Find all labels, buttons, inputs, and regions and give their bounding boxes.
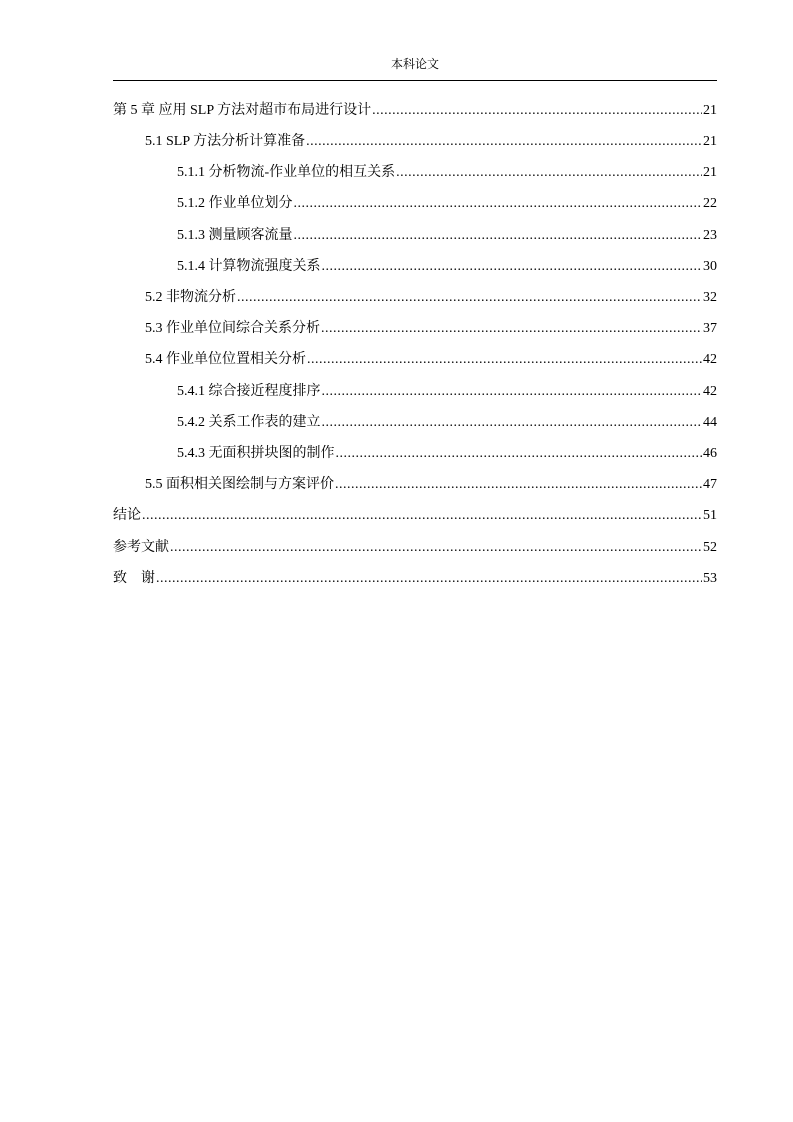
toc-entry-page: 37 — [703, 321, 717, 336]
toc-entry-5-1-1[interactable] — [177, 163, 717, 183]
toc-entry-page: 53 — [703, 571, 717, 586]
toc-entry-title: 5.1 SLP 方法分析计算准备 — [145, 134, 306, 149]
page-header: 本科论文 — [390, 57, 439, 71]
toc-entry-title: 5.1.4 计算物流强度关系 — [177, 259, 321, 274]
toc-entry-5-2[interactable] — [145, 288, 717, 308]
toc-entry-page: 21 — [703, 103, 717, 118]
toc-entry-title: 5.4 作业单位位置相关分析 — [145, 352, 306, 367]
toc-entry-page: 30 — [703, 259, 717, 274]
toc-dot-leader — [321, 319, 702, 339]
toc-entry-title: 5.4.1 综合接近程度排序 — [177, 384, 321, 399]
toc-entry-5-1-3[interactable] — [177, 226, 717, 246]
toc-dot-leader — [396, 163, 702, 183]
toc-entry-page: 46 — [703, 446, 717, 461]
toc-dot-leader — [142, 506, 702, 526]
toc-entry-references[interactable] — [113, 538, 717, 558]
toc-entry-page: 32 — [703, 290, 717, 305]
toc-dot-leader — [335, 475, 702, 495]
toc-dot-leader — [372, 101, 702, 121]
toc-entry-5-5[interactable] — [145, 475, 717, 495]
toc-entry-acknowledgements[interactable] — [113, 569, 717, 589]
header-rule — [113, 80, 717, 81]
toc-entry-page: 21 — [703, 165, 717, 180]
toc-entry-5-1-2[interactable] — [177, 194, 717, 214]
toc-entry-conclusion[interactable] — [113, 506, 717, 526]
toc-entry-title: 5.4.2 关系工作表的建立 — [177, 415, 321, 430]
toc-entry-page: 22 — [703, 196, 717, 211]
toc-dot-leader — [306, 132, 702, 152]
toc-dot-leader — [170, 538, 702, 558]
toc-dot-leader — [237, 288, 702, 308]
toc-dot-leader — [322, 382, 703, 402]
toc-entry-title: 第 5 章 应用 SLP 方法对超市布局进行设计 — [113, 103, 372, 118]
toc-entry-5-4[interactable] — [145, 350, 717, 370]
toc-dot-leader — [322, 413, 703, 433]
toc-entry-title: 参考文献 — [113, 540, 169, 555]
toc-dot-leader — [322, 257, 703, 277]
toc-entry-page: 42 — [703, 384, 717, 399]
toc-entry-title: 5.4.3 无面积拼块图的制作 — [177, 446, 335, 461]
toc-entry-5-4-3[interactable] — [177, 444, 717, 464]
toc-entry-5-4-1[interactable] — [177, 382, 717, 402]
toc-entry-page: 21 — [703, 134, 717, 149]
toc-entry-page: 44 — [703, 415, 717, 430]
toc-entry-title: 5.2 非物流分析 — [145, 290, 236, 305]
toc-entry-title: 5.3 作业单位间综合关系分析 — [145, 321, 320, 336]
toc-entry-page: 52 — [703, 540, 717, 555]
toc-entry-page: 47 — [703, 477, 717, 492]
toc-dot-leader — [336, 444, 703, 464]
toc-entry-5-1[interactable] — [145, 132, 717, 152]
toc-entry-5-4-2[interactable] — [177, 413, 717, 433]
toc-entry-5-3[interactable] — [145, 319, 717, 339]
toc-entry-title: 5.1.1 分析物流-作业单位的相互关系 — [177, 165, 396, 180]
toc-entry-title: 5.1.3 测量顾客流量 — [177, 228, 293, 243]
toc-entry-chapter-5[interactable] — [113, 101, 717, 121]
toc-dot-leader — [307, 350, 702, 370]
toc-entry-title: 5.1.2 作业单位划分 — [177, 196, 293, 211]
toc-entry-title: 结论 — [113, 508, 141, 523]
toc-entry-page: 23 — [703, 228, 717, 243]
toc-dot-leader — [156, 569, 702, 589]
toc-entry-title: 致 谢 — [113, 571, 155, 586]
toc-entry-5-1-4[interactable] — [177, 257, 717, 277]
toc-entry-page: 51 — [703, 508, 717, 523]
toc-entry-page: 42 — [703, 352, 717, 367]
toc-dot-leader — [294, 194, 703, 214]
toc-dot-leader — [294, 226, 703, 246]
toc-entry-title: 5.5 面积相关图绘制与方案评价 — [145, 477, 334, 492]
